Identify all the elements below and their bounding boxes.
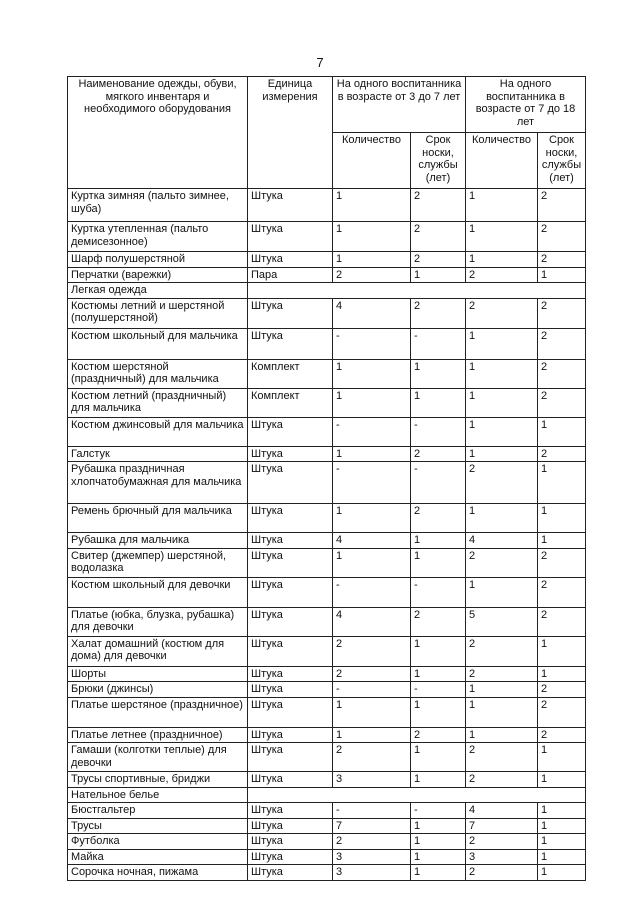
- term-7-18-cell: 2: [538, 388, 586, 417]
- item-name-cell: Трусы: [68, 818, 248, 834]
- term-3-7-cell: 1: [411, 548, 466, 577]
- unit-cell: Штука: [248, 252, 333, 268]
- term-7-18-cell: 2: [538, 682, 586, 698]
- unit-cell: Пара: [248, 267, 333, 283]
- term-7-18-cell: 1: [538, 504, 586, 533]
- item-name-cell: Костюм шерстяной (праздничный) для мальчика: [68, 359, 248, 388]
- quantity-7-18-cell: 1: [466, 504, 538, 533]
- term-7-18-cell: 2: [538, 222, 586, 252]
- unit-cell: Штука: [248, 548, 333, 577]
- item-name-cell: Куртка утепленная (пальто демисезонное): [68, 222, 248, 252]
- quantity-3-7-cell: 3: [333, 865, 411, 881]
- term-3-7-cell: 1: [411, 818, 466, 834]
- quantity-7-18-cell: 2: [466, 834, 538, 850]
- term-7-18-cell: 1: [538, 462, 586, 504]
- item-name-cell: Костюм школьный для девочки: [68, 577, 248, 607]
- quantity-3-7-cell: 2: [333, 834, 411, 850]
- item-name-cell: Гамаши (колготки теплые) для девочки: [68, 743, 248, 772]
- quantity-7-18-cell: 2: [466, 743, 538, 772]
- term-7-18-cell: 2: [538, 252, 586, 268]
- item-name-cell: Костюм летний (праздничный) для мальчика: [68, 388, 248, 417]
- unit-cell: Штука: [248, 446, 333, 462]
- unit-cell: Штука: [248, 743, 333, 772]
- term-7-18-cell: 1: [538, 743, 586, 772]
- term-3-7-cell: 2: [411, 727, 466, 743]
- quantity-3-7-cell: 2: [333, 743, 411, 772]
- term-3-7-cell: -: [411, 682, 466, 698]
- header-term-3-7: Срок носки, службы (лет): [411, 133, 466, 189]
- table-row: [68, 548, 586, 577]
- quantity-3-7-cell: 1: [333, 504, 411, 533]
- quantity-7-18-cell: 4: [466, 533, 538, 549]
- quantity-3-7-cell: 1: [333, 697, 411, 727]
- unit-cell: Штука: [248, 189, 333, 222]
- term-3-7-cell: 1: [411, 772, 466, 788]
- section-title: Легкая одежда: [68, 283, 248, 299]
- unit-cell: Штука: [248, 834, 333, 850]
- quantity-3-7-cell: -: [333, 417, 411, 446]
- clothing-norms-table: [67, 76, 586, 881]
- quantity-7-18-cell: 1: [466, 359, 538, 388]
- table-row: [68, 849, 586, 865]
- item-name-cell: Шорты: [68, 666, 248, 682]
- header-item-name: Наименование одежды, обуви, мягкого инвентаря и необходимого оборудования: [68, 77, 248, 189]
- section-row: [68, 283, 586, 299]
- table-row: [68, 666, 586, 682]
- quantity-3-7-cell: 1: [333, 727, 411, 743]
- quantity-3-7-cell: -: [333, 328, 411, 359]
- term-3-7-cell: -: [411, 577, 466, 607]
- quantity-3-7-cell: -: [333, 803, 411, 819]
- item-name-cell: Брюки (джинсы): [68, 682, 248, 698]
- unit-cell: Штука: [248, 222, 333, 252]
- table-row: [68, 772, 586, 788]
- term-3-7-cell: 2: [411, 189, 466, 222]
- quantity-7-18-cell: 2: [466, 298, 538, 328]
- unit-cell: Комплект: [248, 359, 333, 388]
- quantity-3-7-cell: 1: [333, 359, 411, 388]
- term-3-7-cell: 2: [411, 252, 466, 268]
- item-name-cell: Свитер (джемпер) шерстяной, водолазка: [68, 548, 248, 577]
- term-7-18-cell: 1: [538, 636, 586, 666]
- term-7-18-cell: 2: [538, 607, 586, 636]
- table-row: [68, 446, 586, 462]
- quantity-3-7-cell: 4: [333, 298, 411, 328]
- item-name-cell: Костюмы летний и шерстяной (полушерстяной): [68, 298, 248, 328]
- item-name-cell: Ремень брючный для мальчика: [68, 504, 248, 533]
- section-empty-cell: [248, 283, 586, 299]
- quantity-3-7-cell: 2: [333, 666, 411, 682]
- quantity-7-18-cell: 2: [466, 772, 538, 788]
- term-3-7-cell: 2: [411, 446, 466, 462]
- item-name-cell: Футболка: [68, 834, 248, 850]
- quantity-7-18-cell: 1: [466, 682, 538, 698]
- term-7-18-cell: 1: [538, 267, 586, 283]
- unit-cell: Штука: [248, 727, 333, 743]
- unit-cell: Штука: [248, 577, 333, 607]
- table-row: [68, 697, 586, 727]
- term-7-18-cell: 2: [538, 189, 586, 222]
- quantity-3-7-cell: 1: [333, 222, 411, 252]
- table-row: [68, 533, 586, 549]
- item-name-cell: Галстук: [68, 446, 248, 462]
- quantity-7-18-cell: 2: [466, 666, 538, 682]
- unit-cell: Штука: [248, 682, 333, 698]
- term-3-7-cell: 1: [411, 743, 466, 772]
- table-row: [68, 818, 586, 834]
- header-age-3-7: На одного воспитанника в возрасте от 3 до 7 лет: [333, 77, 466, 133]
- table-row: [68, 388, 586, 417]
- header-unit: Единица измерения: [248, 77, 333, 189]
- quantity-3-7-cell: -: [333, 462, 411, 504]
- table-row: [68, 743, 586, 772]
- table-row: [68, 222, 586, 252]
- quantity-7-18-cell: 1: [466, 189, 538, 222]
- item-name-cell: Сорочка ночная, пижама: [68, 865, 248, 881]
- quantity-7-18-cell: 1: [466, 727, 538, 743]
- unit-cell: Штука: [248, 849, 333, 865]
- term-3-7-cell: -: [411, 417, 466, 446]
- term-7-18-cell: 2: [538, 697, 586, 727]
- quantity-3-7-cell: 3: [333, 772, 411, 788]
- quantity-7-18-cell: 1: [466, 446, 538, 462]
- quantity-7-18-cell: 1: [466, 697, 538, 727]
- quantity-3-7-cell: 2: [333, 267, 411, 283]
- quantity-7-18-cell: 5: [466, 607, 538, 636]
- term-3-7-cell: 2: [411, 607, 466, 636]
- quantity-3-7-cell: 4: [333, 533, 411, 549]
- table-row: [68, 328, 586, 359]
- header-age-7-18: На одного воспитанника в возрасте от 7 до 18 лет: [466, 77, 586, 133]
- term-7-18-cell: 1: [538, 818, 586, 834]
- section-empty-cell: [248, 787, 586, 803]
- term-3-7-cell: 2: [411, 222, 466, 252]
- quantity-7-18-cell: 4: [466, 803, 538, 819]
- table-row: [68, 607, 586, 636]
- section-title: Нательное белье: [68, 787, 248, 803]
- item-name-cell: Перчатки (варежки): [68, 267, 248, 283]
- unit-cell: Штука: [248, 865, 333, 881]
- term-7-18-cell: 2: [538, 298, 586, 328]
- table-row: [68, 577, 586, 607]
- section-row: [68, 787, 586, 803]
- quantity-3-7-cell: -: [333, 682, 411, 698]
- unit-cell: Штука: [248, 697, 333, 727]
- table-row: [68, 865, 586, 881]
- table-row: [68, 636, 586, 666]
- table-row: [68, 462, 586, 504]
- item-name-cell: Платье летнее (праздничное): [68, 727, 248, 743]
- table-row: [68, 298, 586, 328]
- term-7-18-cell: 2: [538, 446, 586, 462]
- unit-cell: Штука: [248, 772, 333, 788]
- term-3-7-cell: 1: [411, 834, 466, 850]
- quantity-7-18-cell: 1: [466, 222, 538, 252]
- quantity-3-7-cell: -: [333, 577, 411, 607]
- table-row: [68, 504, 586, 533]
- table-body: [68, 189, 586, 881]
- term-7-18-cell: 1: [538, 803, 586, 819]
- term-7-18-cell: 2: [538, 727, 586, 743]
- term-3-7-cell: 1: [411, 865, 466, 881]
- item-name-cell: Куртка зимняя (пальто зимнее, шуба): [68, 189, 248, 222]
- quantity-7-18-cell: 2: [466, 267, 538, 283]
- quantity-3-7-cell: 3: [333, 849, 411, 865]
- term-7-18-cell: 1: [538, 666, 586, 682]
- quantity-3-7-cell: 1: [333, 189, 411, 222]
- unit-cell: Штука: [248, 417, 333, 446]
- unit-cell: Штука: [248, 462, 333, 504]
- table-row: [68, 252, 586, 268]
- term-3-7-cell: 1: [411, 533, 466, 549]
- term-7-18-cell: 1: [538, 772, 586, 788]
- unit-cell: Штука: [248, 328, 333, 359]
- table-row: [68, 189, 586, 222]
- term-3-7-cell: -: [411, 803, 466, 819]
- quantity-7-18-cell: 2: [466, 462, 538, 504]
- table-row: [68, 417, 586, 446]
- unit-cell: Штука: [248, 636, 333, 666]
- term-7-18-cell: 1: [538, 865, 586, 881]
- item-name-cell: Платье (юбка, блузка, рубашка) для девочки: [68, 607, 248, 636]
- term-3-7-cell: 1: [411, 636, 466, 666]
- quantity-7-18-cell: 7: [466, 818, 538, 834]
- term-7-18-cell: 1: [538, 834, 586, 850]
- quantity-7-18-cell: 3: [466, 849, 538, 865]
- quantity-7-18-cell: 1: [466, 252, 538, 268]
- quantity-3-7-cell: 2: [333, 636, 411, 666]
- quantity-7-18-cell: 1: [466, 388, 538, 417]
- quantity-3-7-cell: 4: [333, 607, 411, 636]
- quantity-7-18-cell: 1: [466, 577, 538, 607]
- item-name-cell: Костюм джинсовый для мальчика: [68, 417, 248, 446]
- unit-cell: Штука: [248, 533, 333, 549]
- table-row: [68, 803, 586, 819]
- item-name-cell: Платье шерстяное (праздничное): [68, 697, 248, 727]
- table-row: [68, 267, 586, 283]
- unit-cell: Штука: [248, 504, 333, 533]
- term-3-7-cell: 1: [411, 697, 466, 727]
- unit-cell: Комплект: [248, 388, 333, 417]
- term-3-7-cell: -: [411, 328, 466, 359]
- item-name-cell: Трусы спортивные, бриджи: [68, 772, 248, 788]
- quantity-3-7-cell: 7: [333, 818, 411, 834]
- quantity-7-18-cell: 2: [466, 548, 538, 577]
- quantity-3-7-cell: 1: [333, 252, 411, 268]
- item-name-cell: Майка: [68, 849, 248, 865]
- term-3-7-cell: 1: [411, 388, 466, 417]
- quantity-7-18-cell: 1: [466, 417, 538, 446]
- term-7-18-cell: 1: [538, 417, 586, 446]
- item-name-cell: Рубашка праздничная хлопчатобумажная для мальчика: [68, 462, 248, 504]
- term-3-7-cell: 1: [411, 359, 466, 388]
- quantity-3-7-cell: 1: [333, 548, 411, 577]
- term-7-18-cell: 1: [538, 849, 586, 865]
- unit-cell: Штука: [248, 666, 333, 682]
- page-number: 7: [316, 55, 324, 70]
- term-7-18-cell: 2: [538, 548, 586, 577]
- table-row: [68, 834, 586, 850]
- header-quantity-3-7: Количество: [333, 133, 411, 189]
- quantity-3-7-cell: 1: [333, 446, 411, 462]
- term-3-7-cell: 2: [411, 298, 466, 328]
- term-3-7-cell: 1: [411, 267, 466, 283]
- header-term-7-18: Срок носки, службы (лет): [538, 133, 586, 189]
- term-7-18-cell: 2: [538, 577, 586, 607]
- quantity-3-7-cell: 1: [333, 388, 411, 417]
- term-3-7-cell: 2: [411, 504, 466, 533]
- item-name-cell: Халат домашний (костюм для дома) для девочки: [68, 636, 248, 666]
- header-quantity-7-18: Количество: [466, 133, 538, 189]
- term-3-7-cell: 1: [411, 666, 466, 682]
- table-row: [68, 727, 586, 743]
- unit-cell: Штука: [248, 607, 333, 636]
- item-name-cell: Бюстгальтер: [68, 803, 248, 819]
- term-7-18-cell: 2: [538, 359, 586, 388]
- term-7-18-cell: 2: [538, 328, 586, 359]
- item-name-cell: Шарф полушерстяной: [68, 252, 248, 268]
- quantity-7-18-cell: 2: [466, 636, 538, 666]
- quantity-7-18-cell: 2: [466, 865, 538, 881]
- term-7-18-cell: 1: [538, 533, 586, 549]
- unit-cell: Штука: [248, 803, 333, 819]
- term-3-7-cell: -: [411, 462, 466, 504]
- unit-cell: Штука: [248, 298, 333, 328]
- unit-cell: Штука: [248, 818, 333, 834]
- table-row: [68, 359, 586, 388]
- table-row: [68, 682, 586, 698]
- quantity-7-18-cell: 1: [466, 328, 538, 359]
- item-name-cell: Рубашка для мальчика: [68, 533, 248, 549]
- term-3-7-cell: 1: [411, 849, 466, 865]
- item-name-cell: Костюм школьный для мальчика: [68, 328, 248, 359]
